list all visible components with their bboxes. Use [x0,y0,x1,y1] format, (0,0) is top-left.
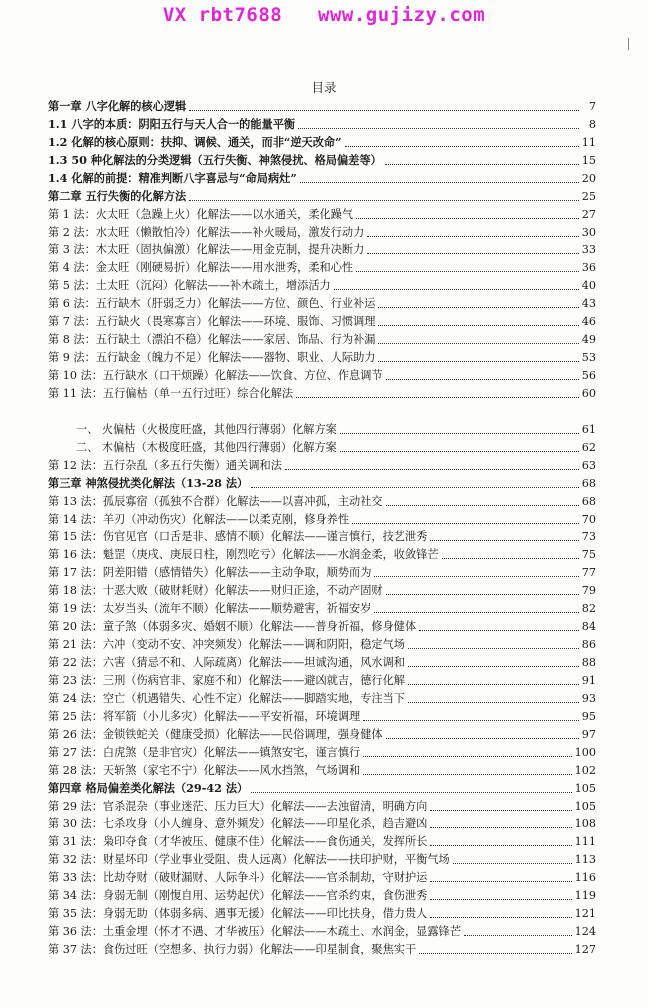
toc-entry-title: 第 32 法：财星坏印（学业事业受阻、贵人远离）化解法——扶印护财，平衡气场 [48,853,450,867]
toc-page-number: 63 [581,458,596,472]
toc-page-number: 105 [574,799,596,813]
toc-entry[interactable] [48,188,596,206]
toc-entry-title: 第 21 法：六冲（变动不安、冲突频发）化解法——调和阴阳，稳定气场 [48,638,405,652]
toc-page-number: 56 [581,369,596,383]
toc-dot-leader [378,307,578,308]
toc-entry[interactable] [48,887,596,905]
toc-entry[interactable] [48,349,596,367]
toc-entry-title: 第一章 八字化解的核心逻辑 [48,98,187,113]
toc-entry-title: 第 17 法：阴差阳错（感情错失）化解法——主动争取，顺势而为 [48,566,372,580]
toc-entry[interactable] [48,242,596,260]
toc-entry[interactable] [48,941,596,959]
toc-dot-leader [464,935,572,936]
toc-entry[interactable] [48,636,596,654]
toc-entry[interactable] [48,457,596,475]
toc-entry[interactable] [48,493,596,511]
toc-page-number: 75 [581,548,596,562]
toc-entry-title: 第 3 法：木太旺（固执偏激）化解法——用金克制，提升决断力 [48,243,365,257]
toc-dot-leader [340,451,579,452]
toc-dot-leader [374,576,578,577]
toc-entry[interactable] [48,672,596,690]
toc-entry[interactable] [48,600,596,618]
toc-page-number: 73 [581,530,596,544]
toc-dot-leader [378,325,578,326]
toc-page-number: 91 [581,673,596,687]
toc-dot-leader [300,182,579,183]
toc-page-number: 62 [581,440,596,454]
toc-entry[interactable] [48,780,596,798]
toc-page-number: 105 [574,781,596,795]
toc-entry[interactable] [48,690,596,708]
toc-entry-title: 第 6 法：五行缺木（肝弱乏力）化解法——方位、颜色、行业补运 [48,297,376,311]
toc-page-number: 124 [574,925,596,939]
toc-entry-title: 第 8 法：五行缺土（漂泊不稳）化解法——家居、饰品、行为补漏 [48,333,376,347]
toc-page-number: 70 [581,512,596,526]
toc-page-number: 43 [581,297,596,311]
toc-dot-leader [408,702,579,703]
toc-page-number: 68 [581,476,596,490]
toc-dot-leader [408,648,579,649]
toc-entry-title: 一、 火偏枯（火极度旺盛，其他四行薄弱）化解方案 [76,422,337,436]
toc-title: 目录 [311,80,337,95]
toc-entry-title: 第 19 法：太岁当头（流年不顺）化解法——顺势避害，祈福安岁 [48,602,372,616]
toc-entry[interactable] [48,708,596,726]
toc-entry[interactable] [48,367,596,385]
toc-dot-leader [430,540,578,541]
toc-page-number: 86 [581,638,596,652]
toc-entry-title: 第 10 法：五行缺水（口干烦躁）化解法——饮食、方位、作息调节 [48,369,383,383]
toc-entry[interactable] [48,224,596,242]
toc-entry-title: 第 26 法：金锁铁蛇关（健康受损）化解法——民俗调理，强身健体 [48,727,383,741]
toc-page-number: 36 [581,261,596,275]
toc-page-number: 49 [581,333,596,347]
toc-entry[interactable] [48,654,596,672]
toc-dot-leader [430,810,571,811]
toc-entry[interactable] [48,529,596,547]
toc-page-number: 93 [581,691,596,705]
toc-entry[interactable] [48,798,596,816]
toc-entry-title: 第 35 法：身弱无助（体弱多病、遇事无援）化解法——印比扶身，借力贵人 [48,907,428,921]
toc-entry-title: 第 25 法：将军箭（小儿多灾）化解法——平安祈福，环境调理 [48,709,361,723]
toc-dot-leader [296,397,579,398]
toc-dot-leader [408,666,579,667]
toc-dot-leader [340,433,579,434]
toc-entry[interactable] [48,439,596,457]
toc-dot-leader [285,469,579,470]
toc-entry [48,403,596,421]
toc-dot-leader [386,505,579,506]
toc-entry[interactable] [48,905,596,923]
toc-entry[interactable] [48,313,596,331]
toc-entry[interactable] [48,152,596,170]
toc-entry[interactable] [48,116,596,134]
toc-page-number: 11 [581,135,596,149]
toc-page-number: 121 [574,907,596,921]
toc-entry[interactable] [48,277,596,295]
toc-page-number: 108 [574,817,596,831]
toc-entry-title: 二、 木偏枯（木极度旺盛，其他四行薄弱）化解方案 [76,440,337,454]
toc-entry-title: 1.3 50 种化解法的分类逻辑（五行失衡、神煞侵扰、格局偏差等） [48,152,382,167]
toc-dot-leader [386,738,579,739]
toc-page-number: 116 [574,871,596,885]
toc-page-number: 20 [581,171,596,185]
toc-dot-leader [334,289,579,290]
toc-page-number: 8 [588,117,596,131]
toc-dot-leader [419,953,571,954]
toc-dot-leader [442,558,579,559]
toc-page-number: 40 [581,279,596,293]
toc-entry-title: 第 9 法：五行缺金（魄力不足）化解法——器物、职业、人际助力 [48,351,376,365]
toc-entry[interactable] [48,816,596,834]
toc-page-number: 102 [574,763,596,777]
toc-dot-leader [363,756,571,757]
toc-page-number: 60 [581,386,596,400]
page-fold-mark [628,38,629,50]
toc-dot-leader [251,487,579,488]
toc-dot-leader [408,684,579,685]
toc-dot-leader [356,218,579,219]
toc-entry[interactable] [48,134,596,152]
toc-page-number: 61 [581,422,596,436]
watermark-text: VX rbt7688 www.gujizy.com [162,4,486,26]
toc-page-number: 30 [581,225,596,239]
toc-page-number: 82 [581,602,596,616]
toc-entry-title: 第 23 法：三刑（伤病官非、家庭不和）化解法——避凶就吉，德行化解 [48,673,405,687]
toc-page-number: 68 [581,494,596,508]
toc-page-number: 100 [574,745,596,759]
toc-entry-title: 第 27 法：白虎煞（是非官灾）化解法——镇煞安宅，谨言慎行 [48,745,361,759]
toc-entry-title: 第 1 法：火太旺（急躁上火）化解法——以水通关，柔化躁气 [48,207,354,221]
toc-dot-leader [430,881,571,882]
toc-entry-title: 1.2 化解的核心原则：扶抑、调候、通关，而非“逆天改命” [48,134,342,149]
toc-entry[interactable] [48,869,596,887]
toc-entry-title: 第 12 法：五行杂乱（多五行失衡）通关调和法 [48,458,282,472]
toc-page-number: 79 [581,584,596,598]
toc-entry-title: 第 2 法：水太旺（懒散怕冷）化解法——补火暖局，激发行动力 [48,225,365,239]
toc-entry[interactable] [48,851,596,869]
toc-dot-leader [367,236,578,237]
toc-entry[interactable] [48,295,596,313]
toc-entry-title: 第 30 法：七杀攻身（小人缠身、意外频发）化解法——印星化杀，趋吉避凶 [48,817,428,831]
toc-entry-title: 第 22 法：六害（猜忌不和、人际疏离）化解法——坦诚沟通，风水调和 [48,656,405,670]
toc-dot-leader [189,110,579,111]
toc-dot-leader [385,164,579,165]
toc-page-number: 25 [581,189,596,203]
toc-dot-leader [189,200,579,201]
toc-entry[interactable] [48,475,596,493]
toc-dot-leader [386,379,579,380]
toc-entry-title: 第 37 法：食伤过旺（空想多、执行力弱）化解法——印星制食，聚焦实干 [48,943,417,957]
toc-entry[interactable] [48,833,596,851]
toc-entry[interactable] [48,726,596,744]
toc-page-number: 111 [574,835,596,849]
toc-entry-title: 第 15 法：伤官见官（口舌是非、感情不顺）化解法——谨言慎行，技艺泄秀 [48,530,428,544]
toc-entry-title: 第二章 五行失衡的化解方法 [48,188,187,203]
toc-dot-leader [251,792,571,793]
toc-dot-leader [363,720,579,721]
toc-page-number: 53 [581,351,596,365]
toc-entry-title: 第 5 法：土太旺（沉闷）化解法——补木疏土，增添活力 [48,279,331,293]
toc-entry-title: 第四章 格局偏差类化解法（29-42 法） [48,780,249,795]
toc-dot-leader [345,146,579,147]
toc-entry-title: 第 31 法：枭印夺食（才华被压、健康不佳）化解法——食伤通关，发挥所长 [48,835,428,849]
toc-dot-leader [378,343,578,344]
toc-entry-title: 第 13 法：孤辰寡宿（孤独不合群）化解法——以喜冲孤，主动社交 [48,494,383,508]
toc-dot-leader [430,899,571,900]
toc-dot-leader [430,845,571,846]
toc-dot-leader [363,774,571,775]
table-of-contents [48,98,596,959]
toc-page-number: 27 [581,207,596,221]
toc-dot-leader [386,594,579,595]
toc-entry[interactable] [48,170,596,188]
toc-page-number: 33 [581,243,596,257]
toc-entry-title: 第 24 法：空亡（机遇错失、心性不定）化解法——脚踏实地，专注当下 [48,691,405,705]
toc-entry-title: 第三章 神煞侵扰类化解法（13-28 法） [48,475,249,490]
toc-dot-leader [430,917,571,918]
toc-page-number: 95 [581,709,596,723]
toc-entry[interactable] [48,385,596,403]
toc-entry[interactable] [48,744,596,762]
toc-page-number: 88 [581,656,596,670]
toc-dot-leader [430,827,571,828]
toc-dot-leader [298,128,579,129]
toc-entry[interactable] [48,206,596,224]
toc-entry-title: 第 33 法：比劫夺财（破财漏财、人际争斗）化解法——官杀制劫，守财护运 [48,871,428,885]
toc-entry[interactable] [48,582,596,600]
toc-entry[interactable] [48,923,596,941]
toc-page-number: 46 [581,315,596,329]
toc-entry[interactable] [48,259,596,277]
toc-page-number: 119 [574,889,596,903]
toc-page-number: 127 [574,943,596,957]
toc-entry-title: 第 28 法：天斩煞（家宅不宁）化解法——风水挡煞，气场调和 [48,763,361,777]
toc-entry-title: 第 16 法：魁罡（庚戌、庚辰日柱，刚烈吃亏）化解法——水润金柔，收敛锋芒 [48,548,439,562]
toc-page-number: 97 [581,727,596,741]
toc-entry-title: 第 14 法：羊刃（冲动伤灾）化解法——以柔克刚，修身养性 [48,512,350,526]
toc-dot-leader [419,630,579,631]
toc-page-number: 113 [574,853,596,867]
toc-dot-leader [356,271,579,272]
toc-page-number: 15 [581,153,596,167]
toc-dot-leader [352,523,579,524]
toc-entry-title: 第 11 法：五行偏枯（单一五行过旺）综合化解法 [48,386,294,400]
toc-entry-title: 第 7 法：五行缺火（畏寒寡言）化解法——环境、服饰、习惯调理 [48,315,376,329]
toc-entry-title: 第 29 法：官杀混杂（事业迷茫、压力巨大）化解法——去浊留清，明确方向 [48,799,428,813]
toc-page-number: 77 [581,566,596,580]
toc-dot-leader [453,863,572,864]
toc-dot-leader [367,253,578,254]
toc-entry-title: 第 34 法：身弱无制（刚愎自用、运势起伏）化解法——官杀约束，食伤泄秀 [48,889,428,903]
toc-page-number: 84 [581,620,596,634]
toc-entry[interactable] [48,762,596,780]
toc-entry[interactable] [48,546,596,564]
toc-entry[interactable] [48,618,596,636]
toc-dot-leader [378,361,578,362]
toc-dot-leader [374,612,578,613]
toc-entry[interactable] [48,564,596,582]
toc-entry-title: 第 4 法：金太旺（刚硬易折）化解法——用水泄秀，柔和心性 [48,261,354,275]
toc-entry-title: 第 18 法：十恶大败（破财耗财）化解法——财归正途，不动产固财 [48,584,383,598]
toc-entry[interactable] [48,98,596,116]
toc-entry[interactable] [48,331,596,349]
toc-entry-title: 第 20 法：童子煞（体弱多灾、婚姻不顺）化解法——普身祈福，修身健体 [48,620,417,634]
toc-entry-title: 1.1 八字的本质：阴阳五行与天人合一的能量平衡 [48,116,296,131]
toc-entry-title: 第 36 法：土重金埋（怀才不遇、才华被压）化解法——木疏土、水润金，显露锋芒 [48,925,461,939]
toc-entry[interactable] [48,511,596,529]
toc-page-number: 7 [588,99,596,113]
toc-entry[interactable] [48,421,596,439]
toc-entry-title: 1.4 化解的前提：精准判断八字喜忌与“命局病灶” [48,170,297,185]
